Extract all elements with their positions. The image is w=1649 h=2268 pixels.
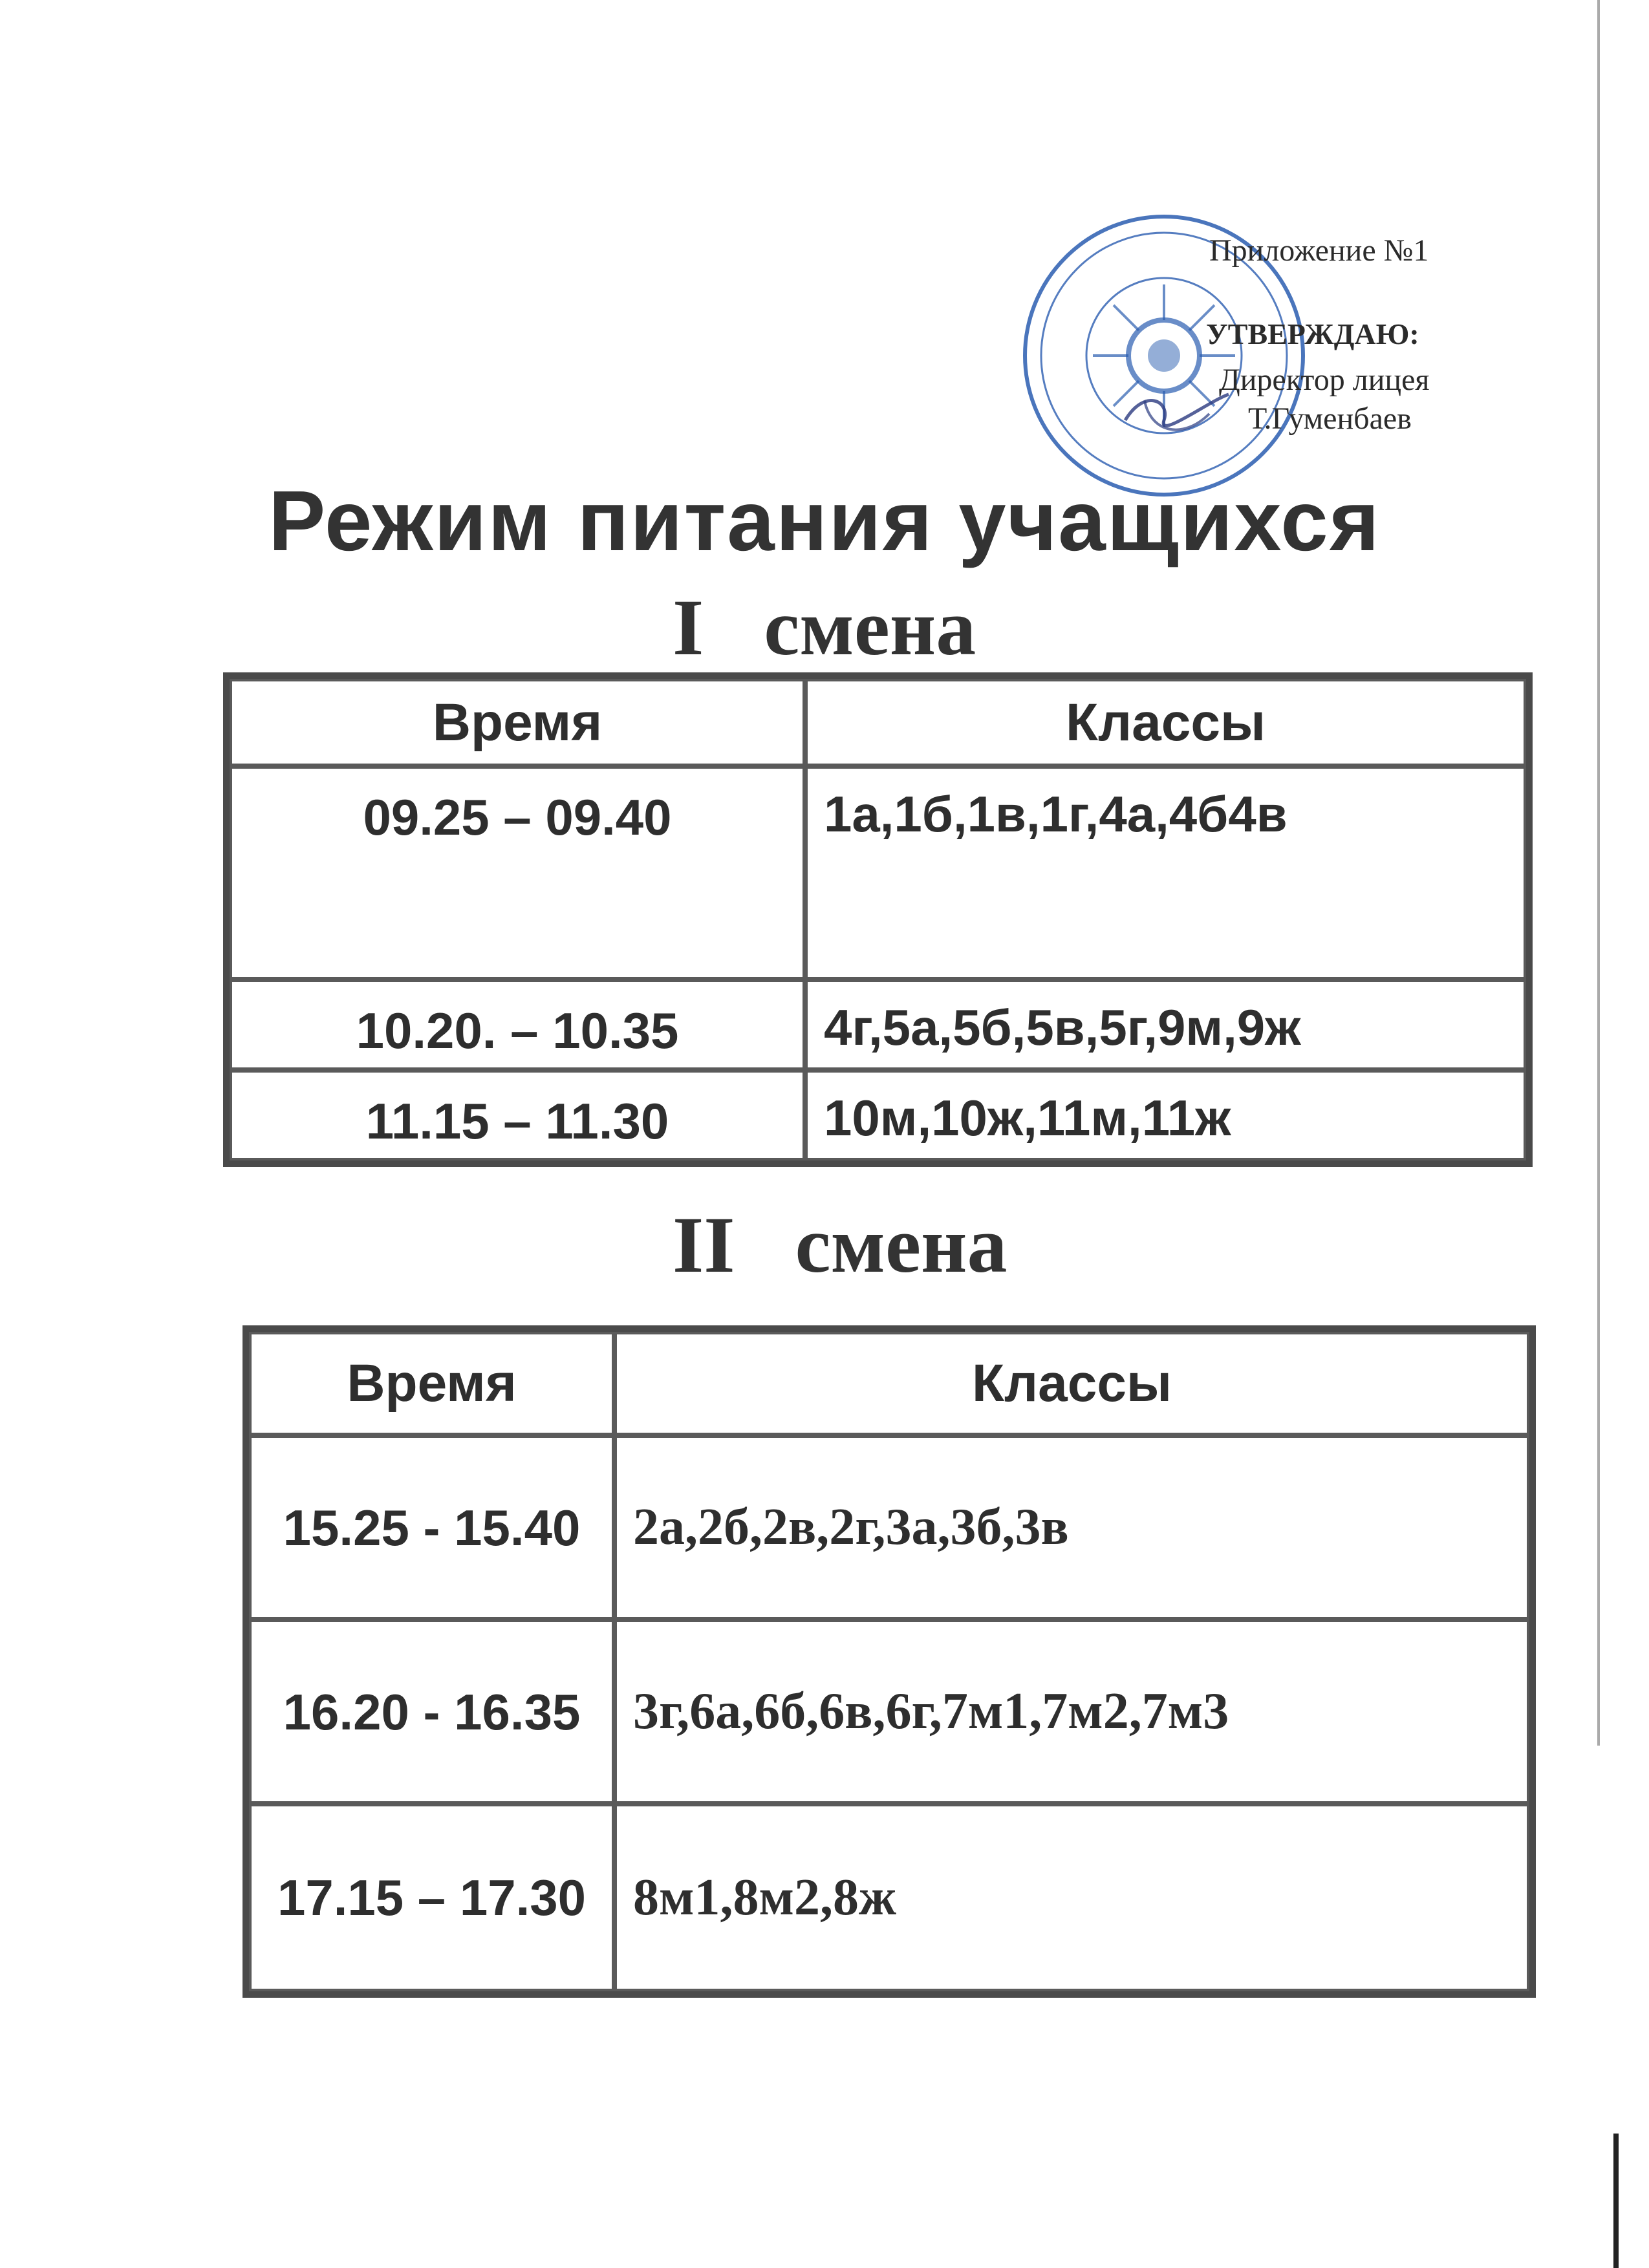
header-classes: Классы [614,1332,1529,1435]
classes-cell: 1а,1б,1в,1г,4а,4б4в [805,766,1526,979]
time-cell: 16.20 - 16.35 [249,1620,614,1804]
time-cell: 10.20. – 10.35 [230,979,805,1070]
classes-cell: 8м1,8м2,8ж [614,1804,1529,1991]
table-row [249,1620,1529,1804]
classes-cell: 3г,6а,6б,6в,6г,7м1,7м2,7м3 [614,1620,1529,1804]
classes-cell: 10м,10ж,11м,11ж [805,1070,1526,1161]
shift-2-heading: II смена [673,1201,1008,1289]
approve-label: УТВЕРЖДАЮ: [1206,317,1419,350]
shift-1-heading: I смена [673,583,976,672]
time-cell: 17.15 – 17.30 [249,1804,614,1991]
header-classes: Классы [805,679,1526,766]
page-title: Режим питания учащихся [268,473,1381,568]
time-cell: 11.15 – 11.30 [230,1070,805,1161]
classes-cell: 4г,5а,5б,5в,5г,9м,9ж [805,979,1526,1070]
table-row [249,1804,1529,1991]
classes-cell: 2а,2б,2в,2г,3а,3б,3в [614,1435,1529,1620]
table-row [249,1435,1529,1620]
time-cell: 09.25 – 09.40 [230,766,805,979]
table-header-row [230,679,1526,766]
table-row [230,979,1526,1070]
director-title: Директор лицея [1219,363,1430,397]
shift-1-table [223,672,1533,1167]
time-cell: 15.25 - 15.40 [249,1435,614,1620]
appendix-label: Приложение №1 [1209,233,1429,268]
table-row [230,766,1526,979]
header-time: Время [230,679,805,766]
table-row [230,1070,1526,1161]
director-name: Т.Гуменбаев [1248,401,1412,436]
header-time: Время [249,1332,614,1435]
shift-2-table [242,1325,1536,1998]
scan-edge-line [1597,0,1600,1746]
scan-edge-line-bottom [1613,2134,1619,2268]
table-header-row [249,1332,1529,1435]
